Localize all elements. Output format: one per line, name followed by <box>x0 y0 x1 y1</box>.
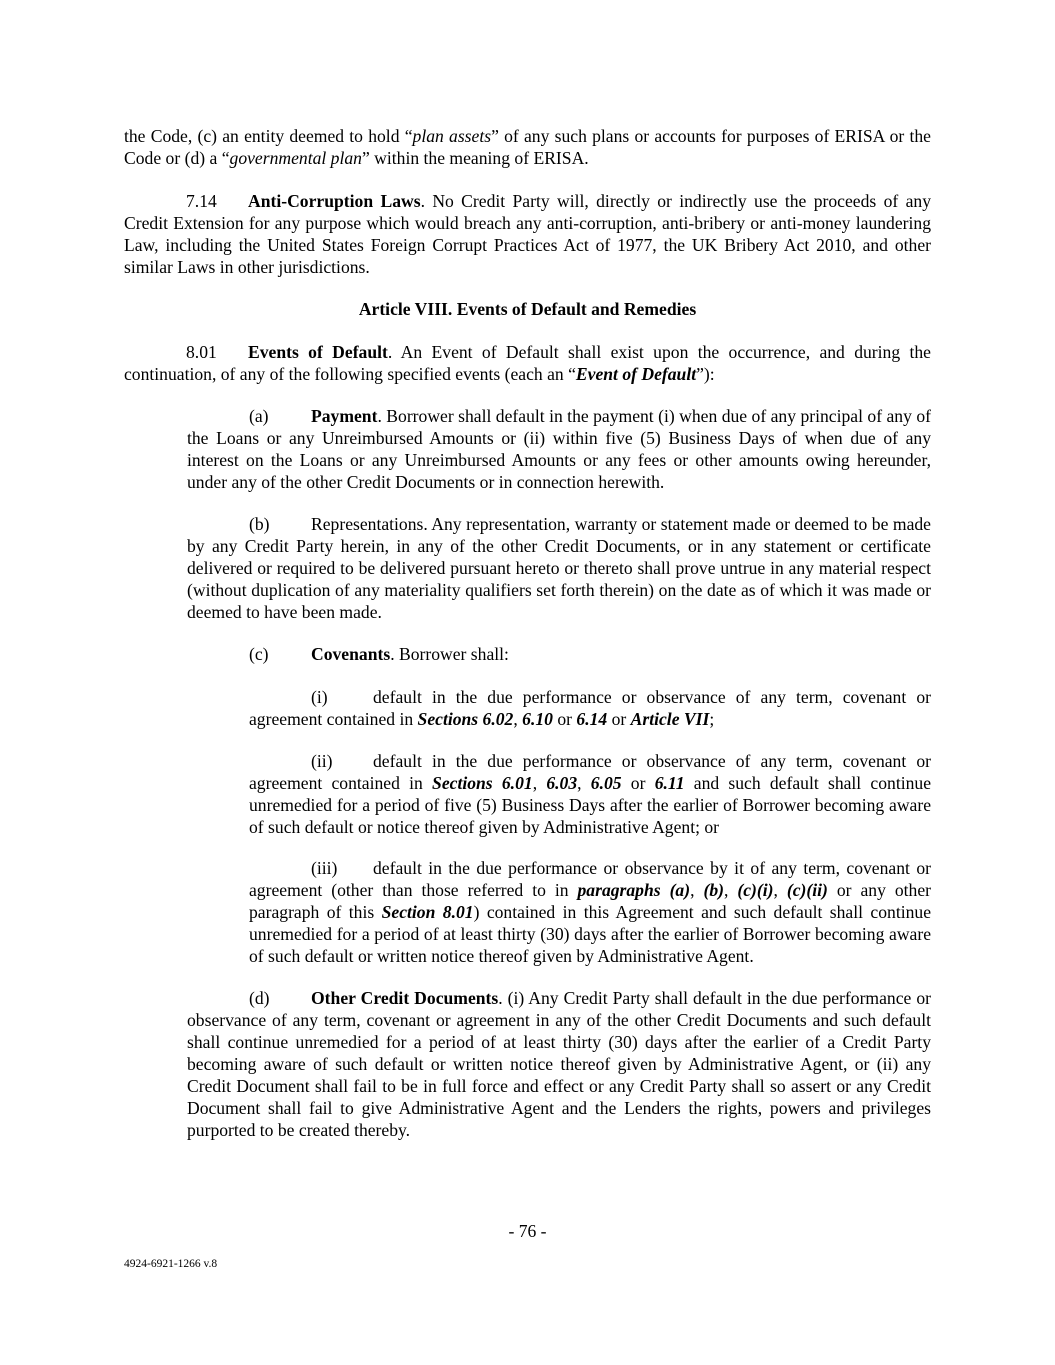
clause-c-i: (i) default in the due performance or observance of any term, covenant or agreement contained in Sections 6.02, 6.10 or 6.14 or Article VII; <box>249 687 931 729</box>
page-number: - 76 - <box>508 1221 547 1241</box>
clause-c: (c) Covenants. Borrower shall: <box>249 644 509 664</box>
article-heading: Article VIII. Events of Default and Remedies <box>358 299 697 319</box>
clause-d: (d) Other Credit Documents. (i) Any Credit Party shall default in the due performance or observance of any term, covenant or agreement in any of the other Credit Documents and such default shall continue unremedied for a period of at least thirty (30) days after the earlier of a Credit Party becoming aware of such default or written notice thereof given by Administrative Agent, or (ii) any Credit Document shall fail to be in full force and effect or any Credit Party shall so assert or any Credit Document shall fail to give Administrative Agent and the Lenders the rights, powers and privileges purported to be created thereby. <box>187 988 932 1140</box>
clause-a: (a) Payment. Borrower shall default in the payment (i) when due of any principal of any of the Loans or any Unreimbursed Amounts or (ii) within five (5) Business Days of when due of any interest on the Loans or any Unreimbursed Amounts or any fees or other amounts owing hereunder, under any of the other Credit Documents or in connection herewith. <box>187 406 931 492</box>
section-7-14: 7.14 Anti-Corruption Laws. No Credit Party will, directly or indirectly use the proceeds of any Credit Extension for any purpose which would breach any anti-corruption, anti-bribery or anti-money laundering Law, including the United States Foreign Corrupt Practices Act of 1977, the UK Bribery Act 2010, and other similar Laws in other jurisdictions. <box>124 191 931 277</box>
section-8-01: 8.01 Events of Default. An Event of Default shall exist upon the occurrence, and during the continuation, of any of the following specified events (each an “Event of Default”): <box>124 342 931 384</box>
clause-c-iii: (iii) default in the due performance or observance by it of any term, covenant or agreement (other than those referred to in paragraphs (a), (b), (c)(i), (c)(ii) or any other paragraph of this Section 8.01) contained in this Agreement and such default shall continue unremedied for a period of at least thirty (30) days after the earlier of Borrower becoming aware of such default or written notice thereof given by Administrative Agent. <box>249 858 932 966</box>
clause-b: (b) Representations. Any representation, warranty or statement made or deemed to be made by any Credit Party herein, in any of the other Credit Documents, or in any statement or certificate delivered or required to be delivered pursuant hereto or thereto shall prove untrue in any material respect (without duplication of any materiality qualifiers set forth therein) on the date as of which it was made or deemed to have been made. <box>187 514 931 622</box>
intro-paragraph: the Code, (c) an entity deemed to hold “plan assets” of any such plans or accounts for purposes of ERISA or the Code or (d) a “governmental plan” within the meaning of ERISA. <box>124 126 931 168</box>
document-id: 4924-6921-1266 v.8 <box>124 1258 218 1270</box>
clause-c-ii: (ii) default in the due performance or observance of any term, covenant or agreement contained in Sections 6.01, 6.03, 6.05 or 6.11 and such default shall continue unremedied for a period of five (5) Business Days after the earlier of Borrower becoming aware of such default or notice thereof given by Administrative Agent; or <box>249 751 932 837</box>
